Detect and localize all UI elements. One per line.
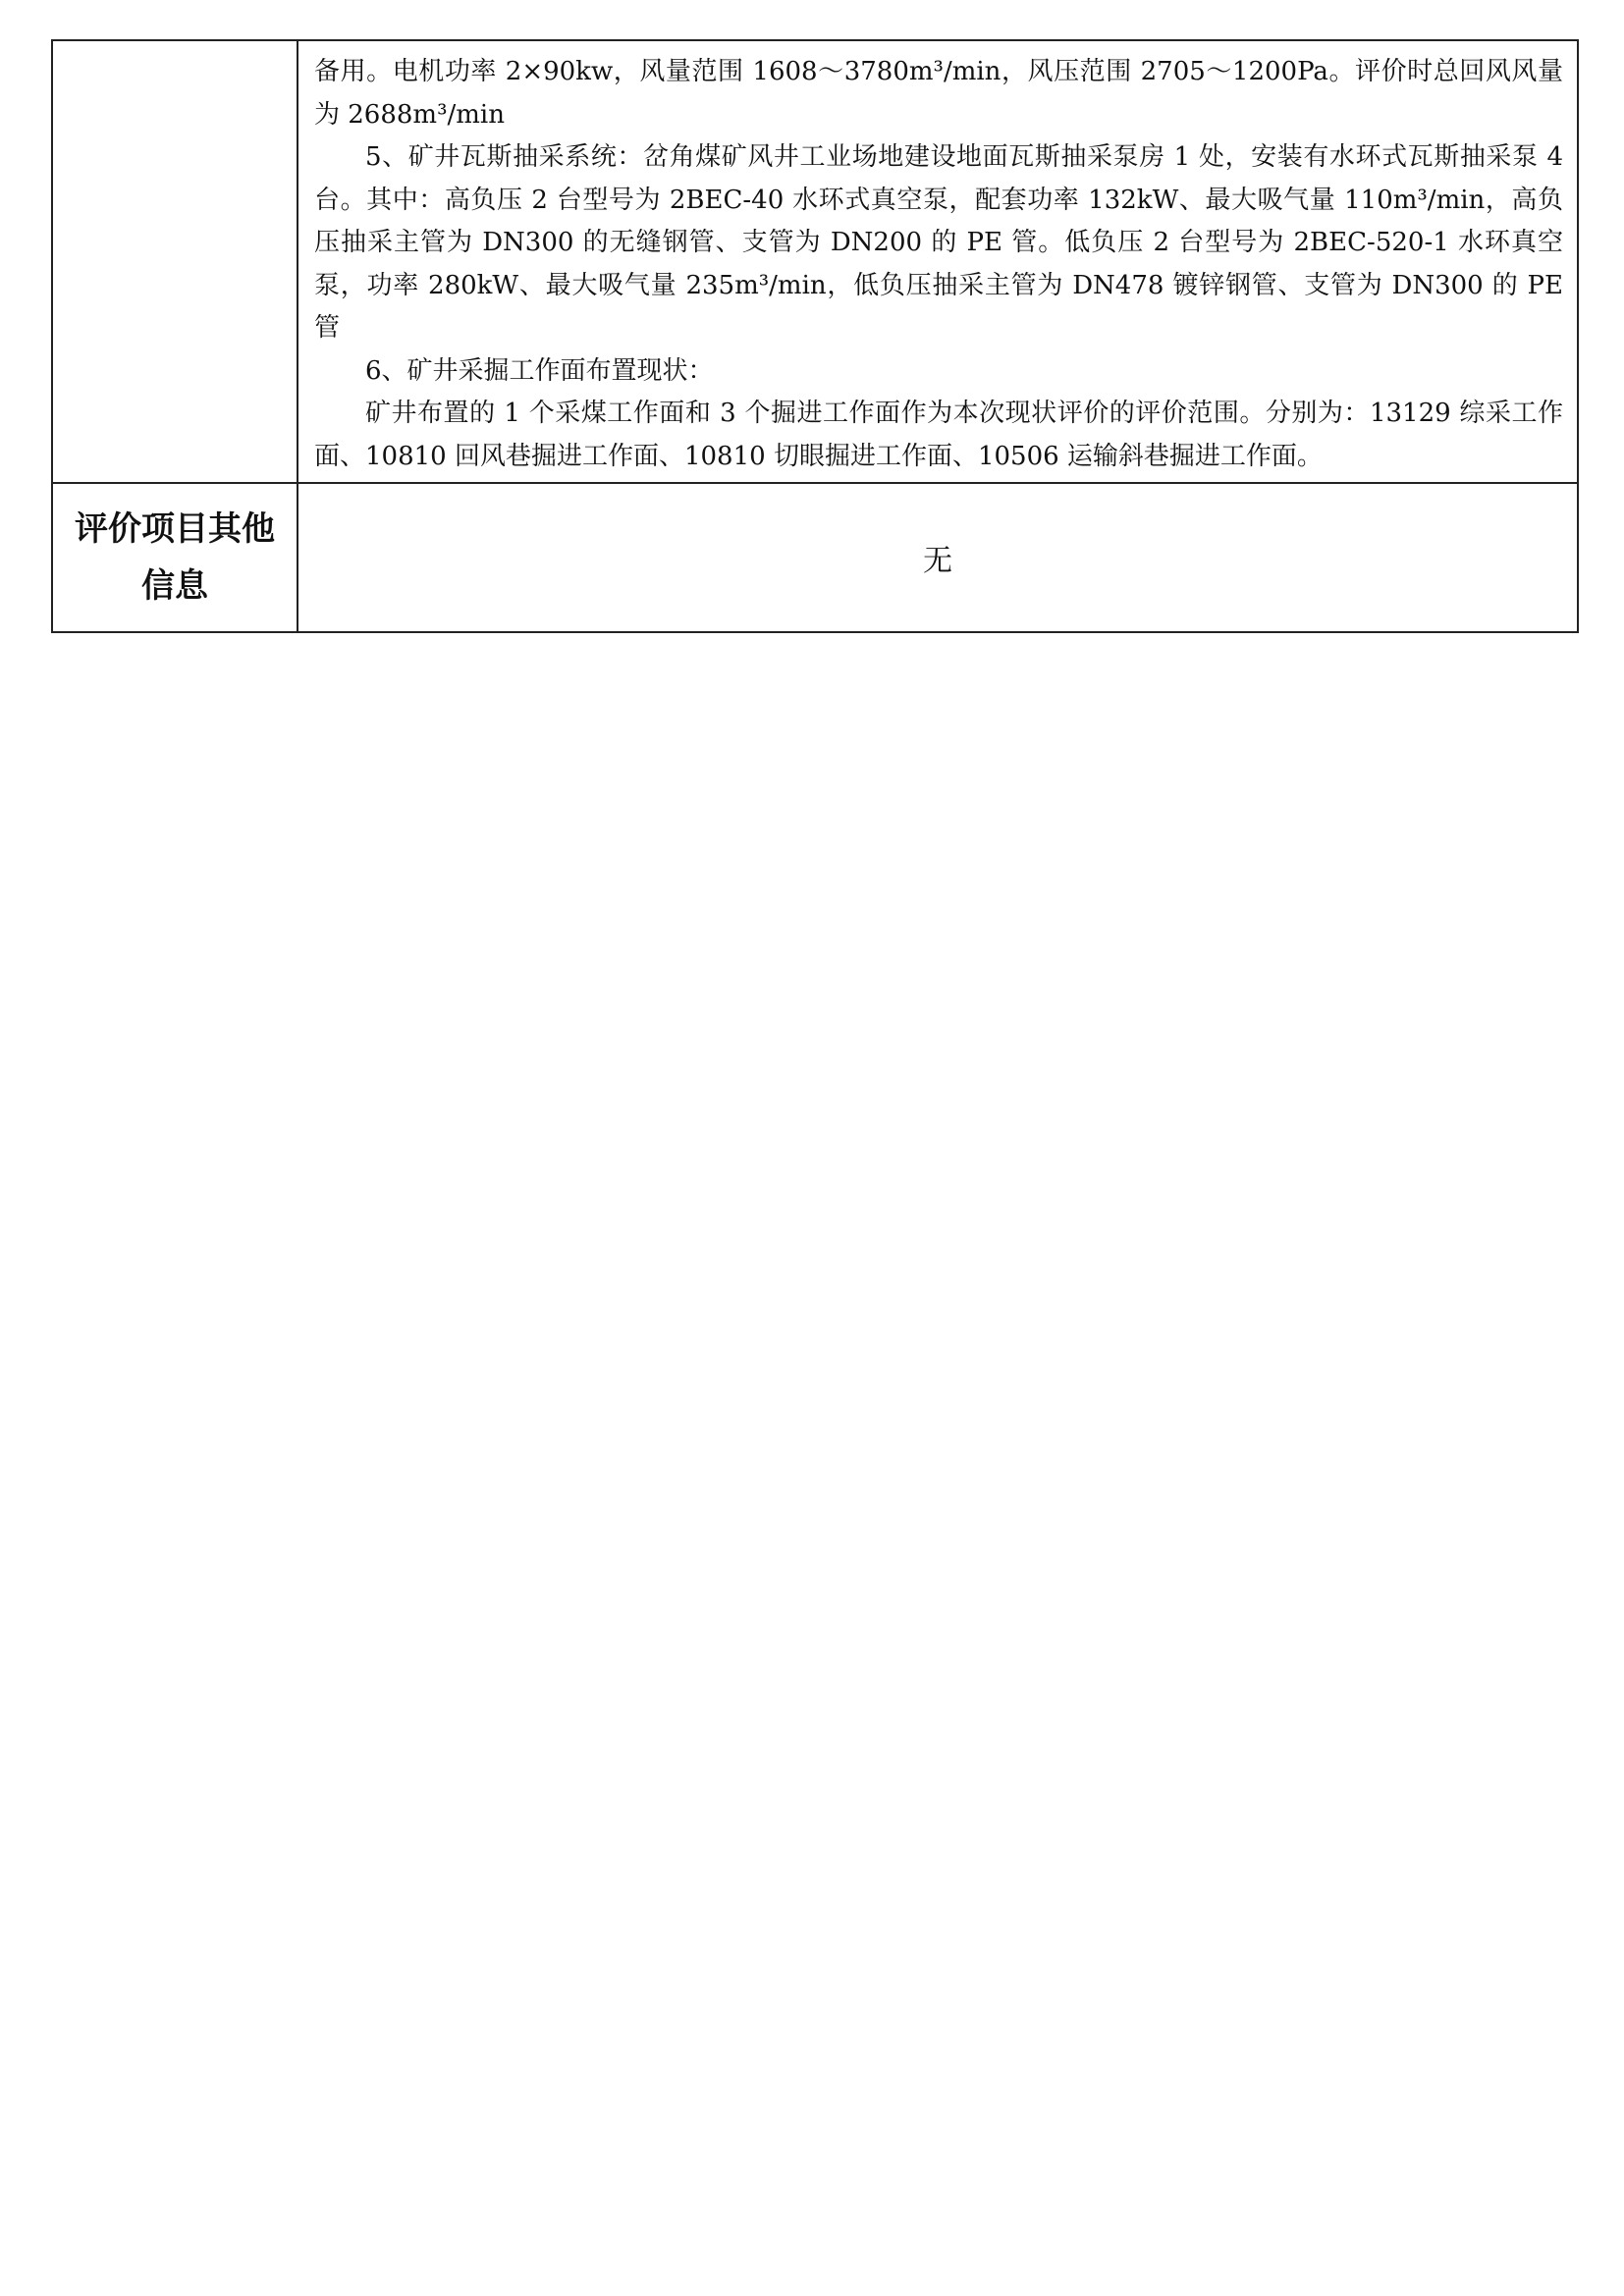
table-row-other-info — [52, 483, 1578, 632]
other-info-value: 无 — [298, 483, 1578, 632]
paragraph-ventilation-continued: 备用。电机功率 2×90kw，风量范围 1608～3780m³/min，风压范围 2705～1200Pa。评价时总回风风量为 2688m³/min — [314, 57, 1563, 130]
content-cell-continuation — [298, 40, 1578, 483]
paragraph-working-face-heading: 6、矿井采掘工作面布置现状： — [365, 355, 714, 386]
table-row-continuation — [52, 40, 1578, 483]
paragraph-working-face-scope: 矿井布置的 1 个采煤工作面和 3 个掘进工作面作为本次现状评价的评价范围。分别为：13129 综采工作面、10810 回风巷掘进工作面、10810 切眼掘进工作面、10506 运输斜巷掘进工作面。 — [314, 399, 1563, 471]
paragraph-gas-drainage-system: 5、矿井瓦斯抽采系统：岔角煤矿风井工业场地建设地面瓦斯抽采泵房 1 处，安装有水环式瓦斯抽采泵 4 台。其中：高负压 2 台型号为 2BEC-40 水环式真空泵，配套功率 132kW、最大吸气量 110m³/min，高负压抽采主管为 DN300 的无缝钢管、支管为 DN200 的 PE 管。低负压 2 台型号为 2BEC-520-1 水环真空泵，功率 280kW、最大吸气量 235m³/min，低负压抽采主管为 DN478 镀锌钢管、支管为 DN300 的 PE 管 — [314, 142, 1563, 343]
other-info-label: 评价项目其他信息 — [52, 483, 298, 632]
evaluation-info-table — [51, 39, 1579, 633]
label-cell-empty — [52, 40, 298, 483]
